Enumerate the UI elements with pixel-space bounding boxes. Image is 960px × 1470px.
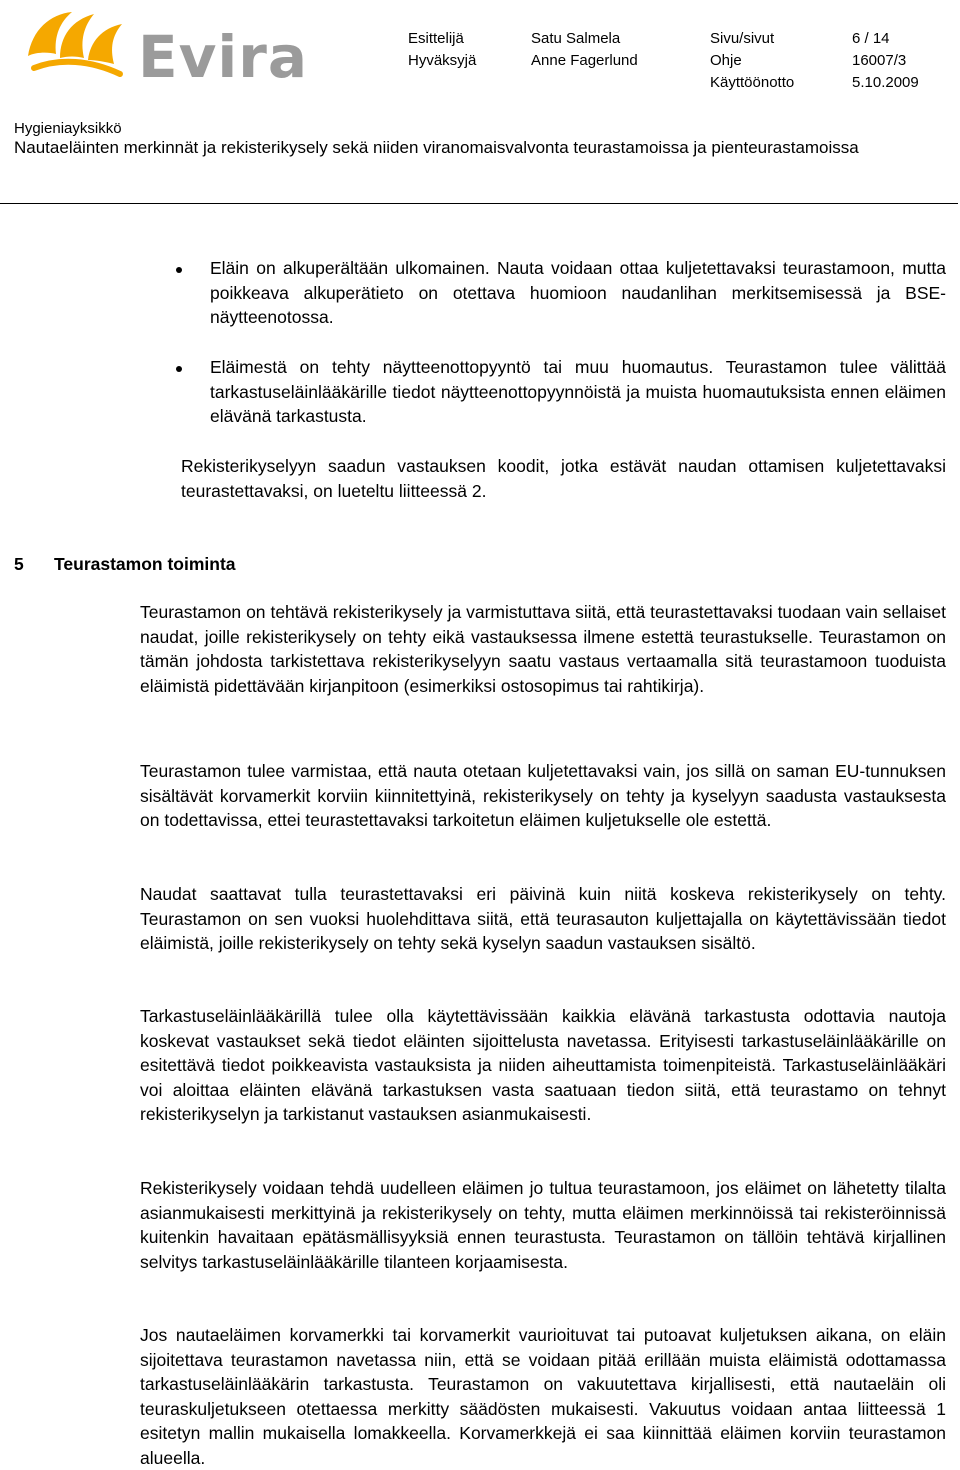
- body-paragraph: Teurastamon tulee varmistaa, että nauta otetaan kuljetettavaksi vain, jos sillä on saman EU-tunnuksen sisältävät korvamerkit korviin kiinnitettyinä, rekisterikysely on tehty ja kyselyyn saadusta vastauksesta on todettavissa, ettei teurastettavaksi tarkoitetun eläimen kuljetukselle ole estettä.: [140, 761, 946, 830]
- doc-number: 16007/3: [852, 52, 907, 69]
- body-paragraph: Tarkastuseläinlääkärillä tulee olla käytettävissään kaikkia elävänä tarkastusta odottavia nautoja koskevat vastaukset sekä tiedot eläinten sijoittelusta navetassa. Erityisesti tarkastuseläinlääkärille on esitettävä tiedot poikkeavista vastauksista ja niiden aiheuttamista toimenpiteistä. Tarkastuseläinlääkäri voi aloittaa eläinten elävänä tarkastuksen vasta saatuaan tiedon siitä, että teurastamo on tehnyt rekisterikyselyn ja tarkistanut vastauksen asianmukaisesti.: [140, 1006, 946, 1124]
- approver-label: Hyväksyjä: [408, 52, 477, 69]
- bullet-icon: [176, 366, 182, 372]
- bullet-item: Eläin on alkuperältään ulkomainen. Nauta voidaan ottaa kuljetettavaksi teurastamoon, mutta poikkeava alkuperätieto on otettava huomioon naudanlihan merkitsemisessä ja BSE-näytteenotossa.: [210, 258, 946, 327]
- presenter-label: Esittelijä: [408, 30, 464, 47]
- logo-wordmark: Evira: [138, 23, 309, 91]
- body-paragraph: Teurastamon on tehtävä rekisterikysely ja varmistuttava siitä, että teurastettavaksi tuodaan vain sellaiset naudat, joille rekisterikysely on tehty eikä vastauksessa ilmene estettä teurastukselle. Teurastamon on tämän johdosta tarkistettava rekisterikyselyyn saatu vastaus vertaamalla sitä teurastamoon tuoduista eläimistä pidettävään kirjanpitoon (esimerkiksi ostosopimus tai rahtikirja).: [140, 602, 946, 696]
- section-title: Teurastamon toiminta: [54, 554, 236, 574]
- evira-logo: [20, 8, 309, 91]
- evira-sun-mark: [20, 8, 135, 88]
- header-divider: [0, 203, 958, 204]
- page-number: 6 / 14: [852, 30, 890, 47]
- page-label: Sivu/sivut: [710, 30, 775, 47]
- presenter-name: Satu Salmela: [531, 30, 621, 47]
- body-paragraph: Rekisterikysely voidaan tehdä uudelleen eläimen jo tultua teurastamoon, jos eläimet on lähetetty tilalta asianmukaisesti merkittyinä ja rekisterikysely on tehty, mutta eläimen merkinnöissä tai rekisteröinnissä kuitenkin havaitaan epätäsmällisyyksiä ennen teurastusta. Teurastamon on tällöin tehtävä kirjallinen selvitys tarkastuseläinlääkärille tilanteen korjaamisesta.: [140, 1178, 946, 1272]
- section-heading: [14, 552, 236, 576]
- section-number: 5: [14, 554, 24, 574]
- doc-type-label: Ohje: [710, 52, 742, 69]
- note-paragraph: Rekisterikyselyyn saadun vastauksen koodit, jotka estävät naudan ottamisen kuljetettavaksi teurastettavaksi, on lueteltu liitteessä 2.: [181, 456, 946, 501]
- body-paragraph: Jos nautaeläimen korvamerkki tai korvamerkit vaurioituvat tai putoavat kuljetuksen aikana, on eläin sijoitettava teurastamon navetassa niin, että se voidaan pitää erillään muista eläimistä odottamassa tarkastuseläinlääkärin tarkastusta. Teurastamon on vakuutettava kirjallisesti, että nautaeläin oli teuraskuljetukseen otettaessa merkitty säädösten mukaisesti. Vakuutus voidaan antaa liitteessä 1 esitetyn mallin mukaisella lomakkeella. Korvamerkkejä ei saa kiinnittää eläimen korviin teurastamon alueella.: [140, 1325, 946, 1468]
- effective-date: 5.10.2009: [852, 74, 919, 91]
- approver-name: Anne Fagerlund: [531, 52, 638, 69]
- bullet-item: Eläimestä on tehty näytteenottopyyntö tai muu huomautus. Teurastamon tulee välittää tarkastuseläinlääkärille tiedot näytteenottopyynnöistä ja muista huomautuksista ennen eläimen elävänä tarkastusta.: [210, 357, 946, 426]
- effective-label: Käyttöönotto: [710, 74, 795, 91]
- unit-name: Hygieniayksikkö: [14, 120, 122, 137]
- bullet-icon: [176, 267, 182, 273]
- body-paragraph: Naudat saattavat tulla teurastettavaksi eri päivinä kuin niitä koskeva rekisterikysely on tehty. Teurastamon on sen vuoksi huolehdittava siitä, että teurasauton kuljettajalla on käytettävissään tiedot eläimistä, joille rekisterikysely on tehty sekä kyselyn saadun vastauksen sisältö.: [140, 884, 946, 953]
- document-title: Nautaeläinten merkinnät ja rekisterikysely sekä niiden viranomaisvalvonta teurastamoissa ja pienteurastamoissa: [14, 138, 859, 157]
